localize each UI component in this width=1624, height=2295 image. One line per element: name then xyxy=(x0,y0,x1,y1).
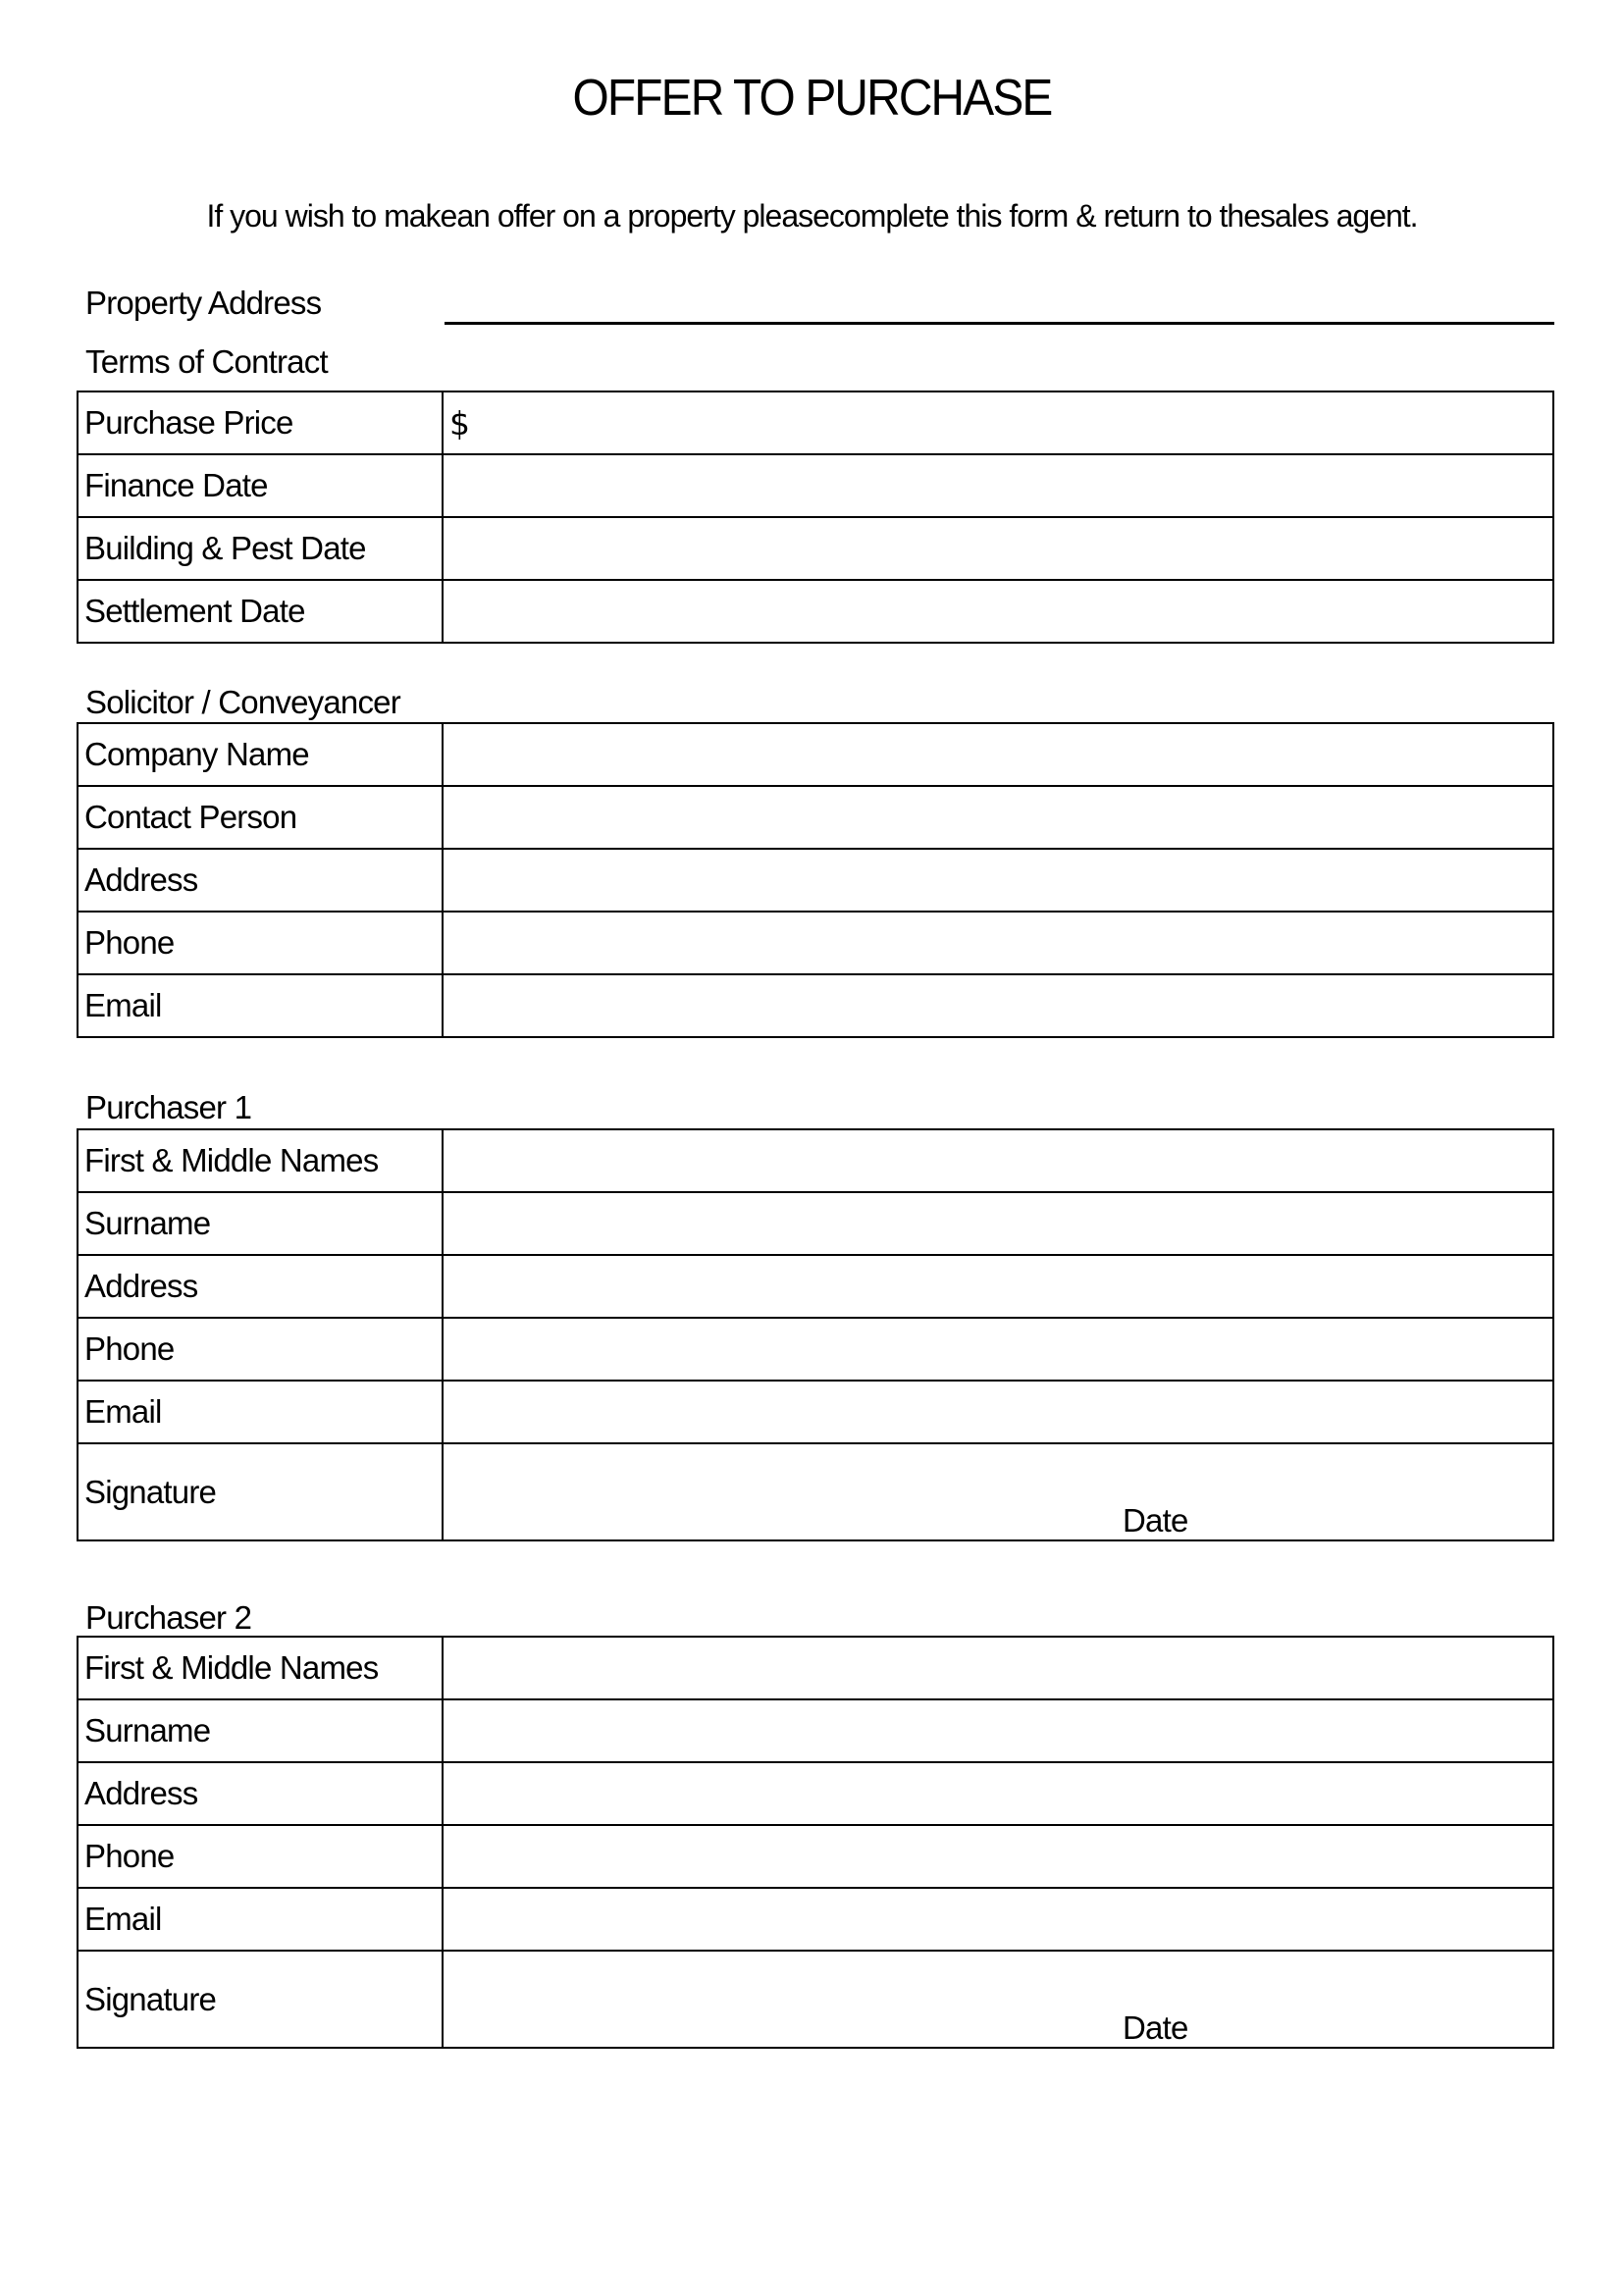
purchaser1-table xyxy=(77,1128,1554,1541)
contact-person-field[interactable] xyxy=(443,786,1553,849)
table-row xyxy=(78,1951,1553,2048)
solicitor-address-field[interactable] xyxy=(443,849,1553,912)
p1-names-field[interactable] xyxy=(443,1129,1553,1192)
p1-email-field[interactable] xyxy=(443,1381,1553,1443)
purchaser1-heading: Purchaser 1 xyxy=(85,1089,252,1125)
table-row xyxy=(78,1255,1553,1318)
p1-address-field[interactable] xyxy=(443,1255,1553,1318)
table-row xyxy=(78,1888,1553,1951)
p1-names-label: First & Middle Names xyxy=(78,1129,443,1192)
p1-signature-label: Signature xyxy=(78,1443,443,1540)
p2-phone-field[interactable] xyxy=(443,1825,1553,1888)
p2-names-label: First & Middle Names xyxy=(78,1637,443,1699)
terms-heading: Terms of Contract xyxy=(85,343,328,380)
table-row xyxy=(78,849,1553,912)
table-row xyxy=(78,1192,1553,1255)
solicitor-phone-label: Phone xyxy=(78,912,443,974)
p2-signature-label: Signature xyxy=(78,1951,443,2048)
p1-phone-label: Phone xyxy=(78,1318,443,1381)
p2-signature-field[interactable] xyxy=(443,1951,1553,2048)
instructions: If you wish to makean offer on a property pleasecomplete this form & return to thesales agent. xyxy=(206,198,1418,234)
p2-address-label: Address xyxy=(78,1762,443,1825)
building-pest-date-label: Building & Pest Date xyxy=(78,517,443,580)
p1-address-label: Address xyxy=(78,1255,443,1318)
settlement-date-label: Settlement Date xyxy=(78,580,443,643)
table-row xyxy=(78,912,1553,974)
p1-surname-field[interactable] xyxy=(443,1192,1553,1255)
p1-date-label: Date xyxy=(1123,1502,1188,1539)
purchaser2-heading: Purchaser 2 xyxy=(85,1599,252,1636)
p2-surname-field[interactable] xyxy=(443,1699,1553,1762)
table-row xyxy=(78,1637,1553,1699)
table-row xyxy=(78,1381,1553,1443)
solicitor-heading: Solicitor / Conveyancer xyxy=(85,684,400,720)
table-row xyxy=(78,391,1553,454)
solicitor-email-field[interactable] xyxy=(443,974,1553,1037)
solicitor-email-label: Email xyxy=(78,974,443,1037)
property-address-label: Property Address xyxy=(85,285,322,321)
table-row xyxy=(78,517,1553,580)
finance-date-label: Finance Date xyxy=(78,454,443,517)
solicitor-address-label: Address xyxy=(78,849,443,912)
table-row xyxy=(78,1762,1553,1825)
settlement-date-field[interactable] xyxy=(443,580,1553,643)
company-name-label: Company Name xyxy=(78,723,443,786)
table-row xyxy=(78,1699,1553,1762)
table-row xyxy=(78,1825,1553,1888)
table-row xyxy=(78,580,1553,643)
purchase-price-field[interactable]: $ xyxy=(443,391,1553,454)
table-row xyxy=(78,1318,1553,1381)
contact-person-label: Contact Person xyxy=(78,786,443,849)
p1-email-label: Email xyxy=(78,1381,443,1443)
table-row xyxy=(78,454,1553,517)
purchase-price-label: Purchase Price xyxy=(78,391,443,454)
p2-address-field[interactable] xyxy=(443,1762,1553,1825)
p2-surname-label: Surname xyxy=(78,1699,443,1762)
building-pest-date-field[interactable] xyxy=(443,517,1553,580)
company-name-field[interactable] xyxy=(443,723,1553,786)
solicitor-phone-field[interactable] xyxy=(443,912,1553,974)
table-row xyxy=(78,1129,1553,1192)
terms-table xyxy=(77,391,1554,644)
finance-date-field[interactable] xyxy=(443,454,1553,517)
table-row xyxy=(78,723,1553,786)
p1-phone-field[interactable] xyxy=(443,1318,1553,1381)
p2-date-label: Date xyxy=(1123,2009,1188,2046)
table-row xyxy=(78,974,1553,1037)
property-address-field[interactable] xyxy=(445,322,1554,325)
page-title: OFFER TO PURCHASE xyxy=(572,70,1052,127)
p2-phone-label: Phone xyxy=(78,1825,443,1888)
p2-email-field[interactable] xyxy=(443,1888,1553,1951)
p1-surname-label: Surname xyxy=(78,1192,443,1255)
table-row xyxy=(78,1443,1553,1540)
p2-names-field[interactable] xyxy=(443,1637,1553,1699)
p2-email-label: Email xyxy=(78,1888,443,1951)
purchaser2-table xyxy=(77,1636,1554,2049)
table-row xyxy=(78,786,1553,849)
solicitor-table xyxy=(77,722,1554,1038)
p1-signature-field[interactable] xyxy=(443,1443,1553,1540)
